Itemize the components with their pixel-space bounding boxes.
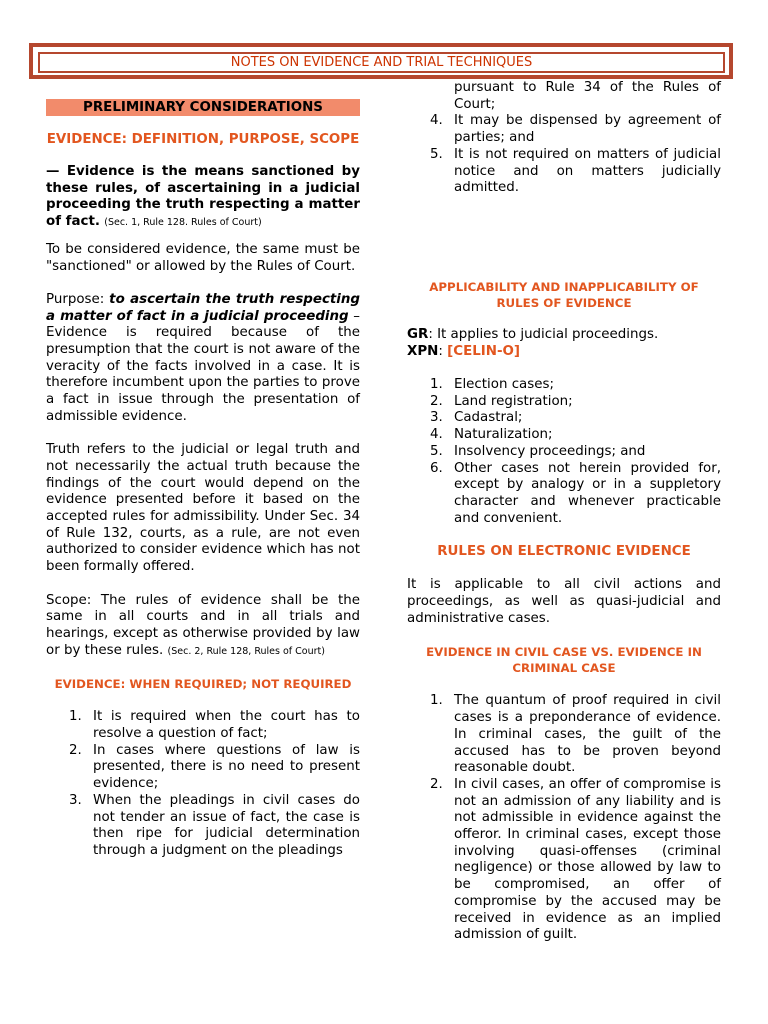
list-item: 1. It is required when the court has to resolve a question of fact; <box>69 709 360 742</box>
scope-citation: (Sec. 2, Rule 128, Rules of Court) <box>167 645 325 657</box>
xpn-line: XPN: [CELIN-O] <box>407 343 521 359</box>
xpn-label: XPN <box>407 343 439 359</box>
civil-criminal-list <box>407 693 721 944</box>
sanctioned-paragraph: To be considered evidence, the same must be "sanctioned" or allowed by the Rules of Court. <box>46 241 360 274</box>
list-item-continued: pursuant to Rule 34 of the Rules of Court; <box>454 80 721 112</box>
list-item: 3. When the pleadings in civil cases do not tender an issue of fact, the case is then ripe for judicial determination through a judgment on the pleadings <box>69 792 360 858</box>
heading-civil-vs-criminal: EVIDENCE IN CIVIL CASE VS. EVIDENCE IN CRIMINAL CASE <box>426 645 702 676</box>
heading-applicability: APPLICABILITY AND INAPPLICABILITY OF RULES OF EVIDENCE <box>429 279 699 310</box>
gr-text: : It applies to judicial proceedings. <box>428 326 659 342</box>
electronic-paragraph: It is applicable to all civil actions and proceedings, as well as quasi-judicial and administrative cases. <box>407 577 721 626</box>
purpose-label: Purpose: <box>46 291 105 307</box>
when-required-list <box>46 709 360 859</box>
heading-when-required: EVIDENCE: WHEN REQUIRED; NOT REQUIRED <box>54 677 352 692</box>
continued-list <box>407 80 721 197</box>
purpose-emphasis: to ascertain the truth respecting a matter of fact in a judicial proceeding <box>46 291 361 324</box>
list-item: 1. Election cases; <box>430 377 554 393</box>
xpn-code: [CELIN-O] <box>447 343 521 359</box>
list-item: 2. In cases where questions of law is presented, there is no need to present evidence; <box>69 742 360 792</box>
heading-electronic-evidence: RULES ON ELECTRONIC EVIDENCE <box>437 544 691 560</box>
definition-citation: (Sec. 1, Rule 128. Rules of Court) <box>104 217 262 229</box>
list-item: 6. Other cases not herein provided for, except by analogy or in a suppletory character and whenever practicable and convenient. <box>430 460 721 526</box>
right-column <box>407 80 721 944</box>
list-item: 2. Land registration; <box>430 393 573 409</box>
exception-list <box>407 377 721 527</box>
gr-label: GR <box>407 326 429 342</box>
list-item: 3. Cadastral; <box>430 410 523 426</box>
left-column <box>46 97 360 860</box>
list-item: 1. The quantum of proof required in civil cases is a preponderance of evidence. In criminal cases, the guilt of the accused has to be proven beyond reasonable doubt. <box>430 693 721 776</box>
list-item: 2. In civil cases, an offer of compromise is not an admission of any liability and is not admissible in evidence against the offeror. In criminal cases, except those involving quasi-offenses (criminal negligence) or those allowed by law to be compromised, an offer of compromise by the accused may be received in evidence as an implied admission of guilt. <box>430 776 721 943</box>
page-title: NOTES ON EVIDENCE AND TRIAL TECHNIQUES <box>38 52 725 73</box>
list-item: 4. Naturalization; <box>430 427 553 443</box>
section-header-preliminary: PRELIMINARY CONSIDERATIONS <box>46 99 360 116</box>
definition-text: — Evidence is the means sanctioned by these rules, of ascertaining in a judicial proceeding the truth respecting a matter of fact. <box>46 164 360 230</box>
gr-line <box>407 327 721 344</box>
list-item: 5. It is not required on matters of judicial notice and on matters judicially admitted. <box>430 146 721 196</box>
scope-paragraph <box>46 593 360 661</box>
list-item: 5. Insolvency proceedings; and <box>430 443 646 459</box>
scope-text: Scope: The rules of evidence shall be the same in all courts and in all trials and hearings, except as otherwise provided by law or by these rules. <box>46 592 360 658</box>
truth-paragraph: Truth refers to the judicial or legal truth and not necessarily the actual truth because the findings of the court would depend on the evidence presented before it based on the accepted rules for admissibility. Under Sec. 34 of Rule 132, courts, as a rule, are not even authorized to consider evidence which has not been formally offered. <box>46 442 360 575</box>
purpose-text: – Evidence is required because of the presumption that the court is not aware of the veracity of the facts involved in a case. It is therefore incumbent upon the parties to prove a fact in issue through the presentation of admissible evidence. <box>46 308 360 424</box>
definition-paragraph <box>46 164 360 232</box>
list-item: 4. It may be dispensed by agreement of parties; and <box>430 113 721 146</box>
heading-definition: EVIDENCE: DEFINITION, PURPOSE, SCOPE <box>46 132 360 147</box>
purpose-paragraph <box>46 292 360 426</box>
